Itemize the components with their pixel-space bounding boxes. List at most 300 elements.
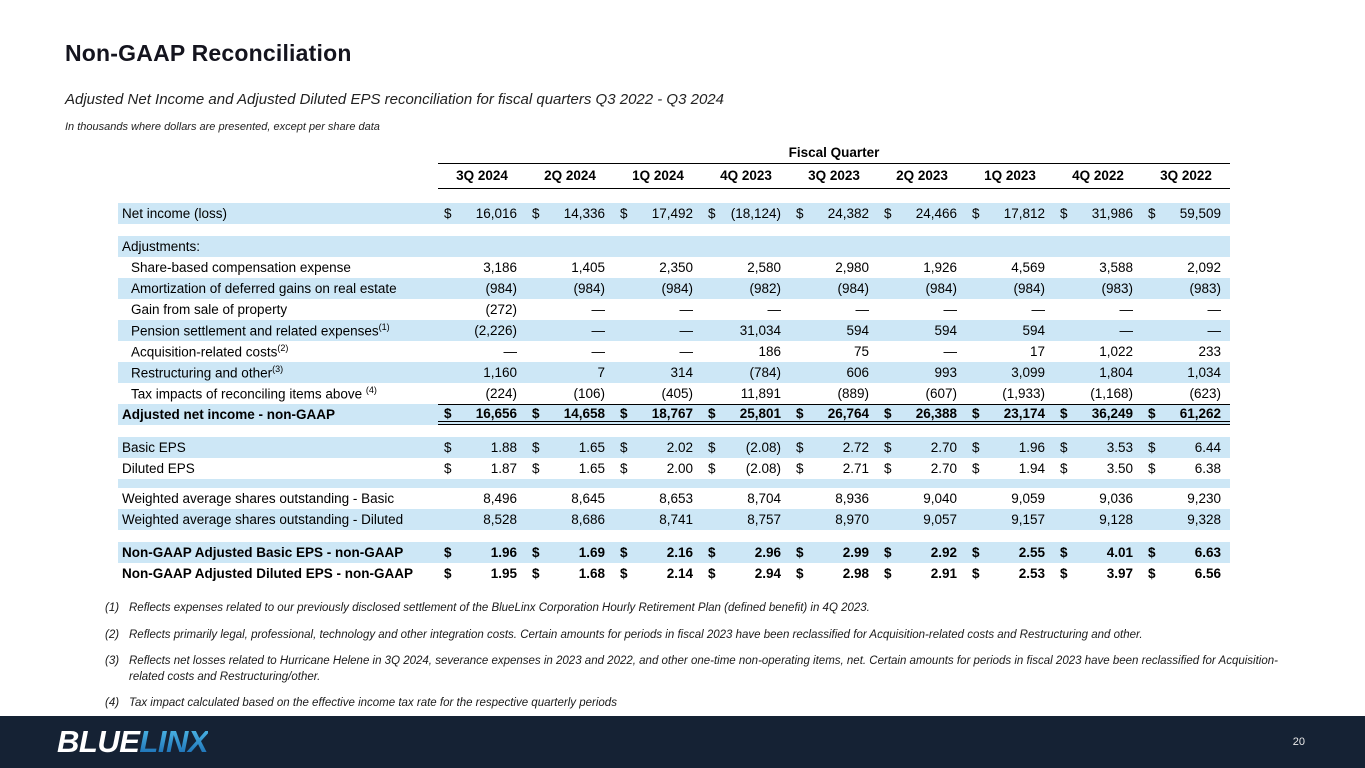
cell-value: 1.96 [490,545,517,560]
value-cell [702,383,790,404]
cell-value: 1.96 [1018,440,1045,455]
cell-value: — [679,344,693,359]
row-nongaap-basic-eps [118,542,1230,563]
dollar-sign: $ [1148,405,1156,421]
cell-value: 2.02 [666,440,693,455]
cell-value: — [1119,302,1133,317]
cell-value: 233 [1198,344,1221,359]
cell-value: — [1031,302,1045,317]
value-cell [1142,278,1230,299]
value-cell [438,458,526,479]
cell-value: 2,350 [659,260,693,275]
value-cell [438,320,526,341]
value-cell [526,405,614,421]
cell-value: (984) [573,281,605,296]
cell-value: 8,970 [835,512,869,527]
cell-value: 7 [597,365,605,380]
cell-value: 2.72 [842,440,869,455]
value-cell [790,437,878,458]
page-number: 20 [1292,736,1305,748]
spacer-row [118,425,1230,437]
footnote-marker: (1) [105,602,120,614]
value-cell [438,563,526,584]
footnote-ref: (3) [272,364,284,375]
cell-value: 18,767 [651,405,693,421]
logo-blue-text: BLUE [57,724,140,759]
cell-value: 1.68 [578,566,605,581]
cell-value: 3.97 [1106,566,1133,581]
row-label: Diluted EPS [122,461,195,476]
value-cell [878,542,966,563]
dollar-sign: $ [796,566,804,581]
cell-value: 36,249 [1091,405,1133,421]
cell-value: 16,016 [475,206,517,221]
value-cell [1142,203,1230,224]
cell-value: 14,336 [563,206,605,221]
value-cell [1054,563,1142,584]
value-cell [438,437,526,458]
value-cell [966,320,1054,341]
cell-value: 186 [758,344,781,359]
dollar-sign: $ [708,566,716,581]
cell-value: 8,741 [659,512,693,527]
value-cell [702,362,790,383]
dollar-sign: $ [708,461,716,476]
value-cell [878,509,966,530]
cell-value: 1,804 [1099,365,1133,380]
row-amortization-deferred-gains [118,278,1230,299]
row-label: Adjusted net income - non-GAAP [122,407,336,422]
value-cell [790,542,878,563]
cell-value: 11,891 [740,386,781,401]
value-cell [1054,257,1142,278]
cell-value: 8,686 [571,512,605,527]
value-cell [614,236,702,257]
value-cell [702,458,790,479]
value-cell [1054,383,1142,404]
value-cell [790,509,878,530]
value-cell [1142,542,1230,563]
footnote-marker: (3) [105,655,120,668]
value-cell [526,341,614,362]
dollar-sign: $ [1060,440,1068,455]
cell-value: 993 [934,365,957,380]
value-cell [526,236,614,257]
cell-value: 594 [1022,323,1045,338]
value-cell [614,542,702,563]
footnote-marker: (4) [105,697,120,710]
value-cell [966,341,1054,362]
cell-value: 8,704 [747,491,781,506]
cell-value: 26,764 [827,405,869,421]
value-cell [702,203,790,224]
cell-value: 2.92 [930,545,957,560]
dollar-sign: $ [972,440,980,455]
cell-value: 24,382 [827,206,869,221]
column-headers [438,164,1230,189]
cell-value: 1.65 [578,461,605,476]
row-values [438,383,1230,404]
row-net-income [118,203,1230,224]
cell-value: 31,034 [739,323,781,338]
dollar-sign: $ [796,440,804,455]
row-values [438,509,1230,530]
value-cell [438,542,526,563]
cell-value: (1,168) [1090,386,1133,401]
value-cell [1142,509,1230,530]
value-cell [1142,320,1230,341]
dollar-sign: $ [972,545,980,560]
value-cell [790,299,878,320]
value-cell [1054,437,1142,458]
value-cell [526,563,614,584]
footnote-text: Reflects primarily legal, professional, technology and other integration costs. Certain amounts for periods in fiscal 2023 have been reclassified for Acquisition-related costs and Restructuring and other. [129,628,1143,641]
value-cell [966,362,1054,383]
value-cell [1054,362,1142,383]
spacer-row [118,224,1230,236]
row-values [438,299,1230,320]
cell-value: (984) [1013,281,1045,296]
value-cell [966,236,1054,257]
value-cell [438,203,526,224]
row-values [438,437,1230,458]
row-values [438,542,1230,563]
value-cell [438,383,526,404]
value-cell [438,488,526,509]
value-cell [526,437,614,458]
row-nongaap-diluted-eps [118,563,1230,584]
value-cell [878,341,966,362]
row-adjusted-net-income [118,404,1230,425]
cell-value: (982) [749,281,781,296]
cell-value: (2.08) [745,461,781,476]
cell-value: 2.96 [754,545,781,560]
value-cell [438,341,526,362]
cell-value: 1.69 [578,545,605,560]
value-cell [878,383,966,404]
value-cell [966,488,1054,509]
cell-value: (984) [485,281,517,296]
dollar-sign: $ [796,405,804,421]
dollar-sign: $ [620,440,628,455]
fiscal-quarter-header: Fiscal Quarter [438,145,1230,164]
cell-value: 1.88 [490,440,517,455]
row-restructuring-other [118,362,1230,383]
cell-value: 1.87 [490,461,517,476]
value-cell [1142,236,1230,257]
value-cell [1054,341,1142,362]
value-cell [966,563,1054,584]
row-label: Adjustments: [122,239,201,254]
value-cell [702,278,790,299]
cell-value: (272) [485,302,517,317]
cell-value: 2.16 [666,545,693,560]
dollar-sign: $ [620,566,628,581]
dollar-sign: $ [620,545,628,560]
row-values [438,257,1230,278]
dollar-sign: $ [1148,440,1156,455]
value-cell [526,488,614,509]
value-cell [878,203,966,224]
value-cell [1054,542,1142,563]
dollar-sign: $ [532,566,540,581]
cell-value: 9,230 [1187,491,1221,506]
value-cell [526,299,614,320]
row-label: Non-GAAP Adjusted Basic EPS - non-GAAP [122,545,404,560]
dollar-sign: $ [620,461,628,476]
value-cell [966,203,1054,224]
cell-value: 25,801 [739,405,781,421]
value-cell [614,362,702,383]
value-cell [526,320,614,341]
row-label: Pension settlement and related expenses$^{(1)}$ [131,322,390,339]
value-cell [966,437,1054,458]
value-cell [614,278,702,299]
cell-value: 6.56 [1194,566,1221,581]
cell-value: — [679,302,693,317]
row-weighted-shares-diluted [118,509,1230,530]
value-cell [790,278,878,299]
value-cell [614,563,702,584]
value-cell [614,257,702,278]
row-values [438,320,1230,341]
cell-value: — [855,302,869,317]
value-cell [438,509,526,530]
row-weighted-shares-basic [118,488,1230,509]
dollar-sign: $ [972,206,980,221]
cell-value: — [591,323,605,338]
value-cell [1142,437,1230,458]
row-label: Weighted average shares outstanding - Basic [122,491,395,506]
value-cell [1142,405,1230,421]
value-cell [614,383,702,404]
value-cell [438,362,526,383]
cell-value: 2.55 [1018,545,1045,560]
cell-value: 2.99 [842,545,869,560]
value-cell [878,458,966,479]
value-cell [790,203,878,224]
row-label: Net income (loss) [122,206,228,221]
cell-value: (784) [749,365,781,380]
cell-value: 9,040 [923,491,957,506]
dollar-sign: $ [444,440,452,455]
cell-value: (106) [573,386,605,401]
cell-value: 6.44 [1194,440,1221,455]
logo-linx-text: LINX [139,724,209,759]
value-cell [1054,278,1142,299]
value-cell [790,383,878,404]
value-cell [526,257,614,278]
value-cell [526,458,614,479]
value-cell [878,437,966,458]
cell-value: — [591,302,605,317]
bluelinx-logo [57,724,208,760]
dollar-sign: $ [884,440,892,455]
cell-value: 9,057 [923,512,957,527]
row-adjustments-header [118,236,1230,257]
row-values [438,278,1230,299]
cell-value: 2,092 [1187,260,1221,275]
cell-value: 3,588 [1099,260,1133,275]
value-cell [1054,203,1142,224]
value-cell [702,299,790,320]
cell-value: — [943,344,957,359]
value-cell [702,320,790,341]
cell-value: 4,569 [1011,260,1045,275]
row-pension-settlement [118,320,1230,341]
dollar-sign: $ [884,566,892,581]
cell-value: 3,186 [483,260,517,275]
value-cell [790,458,878,479]
row-label: Weighted average shares outstanding - Diluted [122,512,404,527]
value-cell [702,341,790,362]
cell-value: (405) [661,386,693,401]
value-cell [878,362,966,383]
cell-value: 1.95 [490,566,517,581]
dollar-sign: $ [532,405,540,421]
page-title: Non-GAAP Reconciliation [65,40,352,66]
dollar-sign: $ [884,545,892,560]
footnote [105,654,1305,685]
footnote-text: Reflects expenses related to our previously disclosed settlement of the BlueLinx Corporation Hourly Retirement Plan (defined benefit) in 4Q 2023. [129,602,870,614]
dollar-sign: $ [1148,461,1156,476]
value-cell [878,257,966,278]
value-cell [702,257,790,278]
row-label: Share-based compensation expense [131,260,351,275]
cell-value: 6.38 [1194,461,1221,476]
value-cell [614,341,702,362]
row-tax-impacts [118,383,1230,404]
table-body [118,203,1230,584]
row-share-based-comp [118,257,1230,278]
value-cell [790,257,878,278]
value-cell [1142,563,1230,584]
value-cell [1054,509,1142,530]
value-cell [790,320,878,341]
footnotes [105,601,1305,712]
row-label: Tax impacts of reconciling items above $^{(4)}$ [131,385,377,402]
value-cell [878,563,966,584]
value-cell [966,542,1054,563]
column-header-3q-2022: 3Q 2022 [1160,168,1212,183]
value-cell [438,299,526,320]
cell-value: 1,022 [1099,344,1133,359]
value-cell [1054,405,1142,421]
dollar-sign: $ [444,566,452,581]
value-cell [878,320,966,341]
cell-value: 594 [934,323,957,338]
dollar-sign: $ [1060,461,1068,476]
cell-value: 606 [846,365,869,380]
cell-value: 1.65 [578,440,605,455]
footnote [105,696,1305,712]
value-cell [614,320,702,341]
cell-value: 61,262 [1179,405,1221,421]
value-cell [1142,341,1230,362]
cell-value: 1,034 [1187,365,1221,380]
spacer-row [118,530,1230,542]
value-cell [966,299,1054,320]
footnote-text: Reflects net losses related to Hurricane Helene in 3Q 2024, severance expenses in 2023 and 2022, and other one-time non-operating items, net. Certain amounts for periods in fiscal 2023 have been reclassified for Acquisition-related costs and Restructuring/other. [129,655,1278,683]
cell-value: 9,328 [1187,512,1221,527]
cell-value: 3,099 [1011,365,1045,380]
cell-value: — [767,302,781,317]
dollar-sign: $ [796,461,804,476]
dollar-sign: $ [444,206,452,221]
value-cell [614,509,702,530]
value-cell [526,542,614,563]
value-cell [1142,383,1230,404]
dollar-sign: $ [884,206,892,221]
cell-value: 8,936 [835,491,869,506]
dollar-sign: $ [1060,206,1068,221]
cell-value: 2.53 [1018,566,1045,581]
value-cell [878,278,966,299]
cell-value: (984) [661,281,693,296]
dollar-sign: $ [708,440,716,455]
dollar-sign: $ [444,545,452,560]
footnote-marker: (2) [105,628,120,641]
dollar-sign: $ [532,440,540,455]
cell-value: 16,656 [475,405,517,421]
row-label: Acquisition-related costs$^{(2)}$ [131,343,289,360]
value-cell [702,542,790,563]
cell-value: 9,157 [1011,512,1045,527]
dollar-sign: $ [444,405,452,421]
row-diluted-eps [118,458,1230,479]
cell-value: (224) [485,386,517,401]
value-cell [702,509,790,530]
cell-value: (984) [925,281,957,296]
value-cell [438,278,526,299]
value-cell [966,458,1054,479]
dollar-sign: $ [532,206,540,221]
column-header-4q-2022: 4Q 2022 [1072,168,1124,183]
dollar-sign: $ [972,405,980,421]
cell-value: 26,388 [915,405,957,421]
row-values [438,203,1230,224]
footnote-ref: (2) [277,343,289,354]
header-label-spacer [118,145,438,189]
cell-value: (18,124) [730,206,781,221]
value-cell [1054,236,1142,257]
row-label: Non-GAAP Adjusted Diluted EPS - non-GAAP [122,566,413,581]
value-cell [614,299,702,320]
row-values [438,563,1230,584]
value-cell [1142,257,1230,278]
cell-value: (623) [1189,386,1221,401]
value-cell [614,437,702,458]
value-cell [438,257,526,278]
footer-bar [0,716,1365,768]
dollar-sign: $ [708,206,716,221]
cell-value: (983) [1101,281,1133,296]
cell-value: 2.94 [754,566,781,581]
value-cell [526,383,614,404]
dollar-sign: $ [1148,206,1156,221]
cell-value: (983) [1189,281,1221,296]
cell-value: 2.98 [842,566,869,581]
cell-value: (1,933) [1002,386,1045,401]
cell-value: 23,174 [1003,405,1045,421]
cell-value: — [679,323,693,338]
row-values [438,236,1230,257]
value-cell [702,563,790,584]
cell-value: 1.94 [1018,461,1045,476]
value-cell [790,236,878,257]
cell-value: 2,980 [835,260,869,275]
dollar-sign: $ [708,405,716,421]
